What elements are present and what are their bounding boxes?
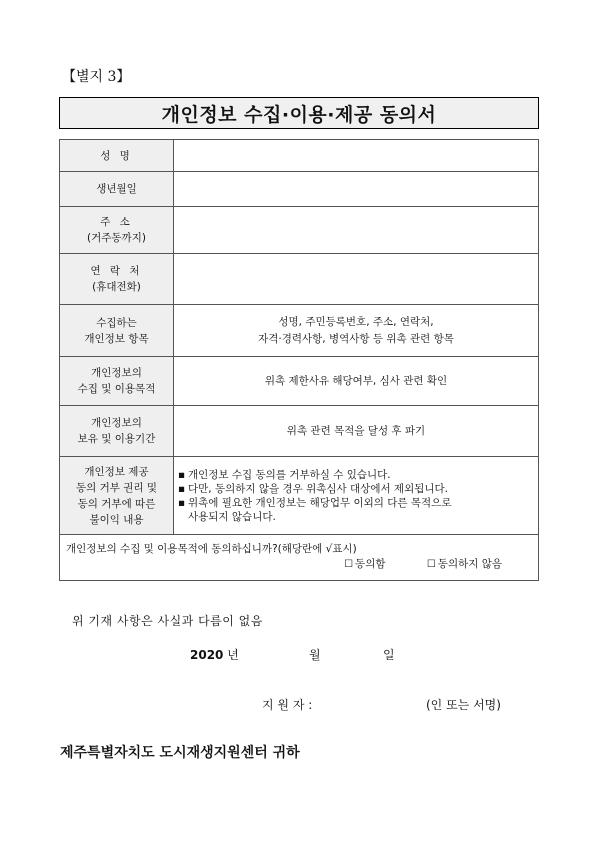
retention-label-line2: 보유 및 이용기간 [77,433,156,445]
row-address [60,207,539,254]
document-title [59,97,539,129]
disagree-label: 동의하지 않음 [437,557,502,570]
items-value-line1: 성명, 주민등록번호, 주소, 연락처, [278,315,434,328]
address-field[interactable] [174,207,539,254]
retention-value: 위촉 관련 목적을 달성 후 파기 [174,406,539,457]
contact-field[interactable] [174,254,539,305]
address-label-text: 주 소 [100,216,133,228]
items-label-line2: 개인정보 항목 [84,332,149,345]
row-name [60,140,539,172]
refusal-bullet-3 [178,496,538,524]
contact-sublabel: (휴대전화) [92,281,141,293]
contact-label-text: 연 락 처 [90,265,143,277]
row-purpose [60,357,539,406]
date-year-value: 2020 [190,648,224,662]
agree-label: 동의함 [355,557,386,570]
name-label-text: 성 명 [100,149,133,162]
document-title-text: 개인정보 수집·이용·제공 동의서 [161,103,437,126]
row-birth [60,172,539,207]
date-day-unit: 일 [383,648,395,662]
bullet-text [188,496,451,524]
purpose-value: 위촉 제한사유 해당여부, 심사 관련 확인 [174,357,539,406]
consent-cell [60,535,539,581]
refusal-label-line1: 개인정보 제공 [84,465,149,478]
consent-form-table [59,139,539,581]
refusal-label-line4: 불이익 내용 [89,513,144,526]
items-label [60,305,174,357]
row-refusal [60,457,539,535]
refusal-bullet-1 [178,468,538,482]
refusal-label [60,457,174,535]
disagree-option[interactable] [427,558,502,570]
consent-options [66,557,532,572]
retention-label-line1: 개인정보의 [91,417,142,429]
row-items [60,305,539,357]
name-label [60,140,174,172]
bullet-mark: ▪ [178,496,186,509]
contact-label [60,254,174,305]
attachment-label: 【별지 3】 [62,69,131,85]
bullet-text: 개인정보 수집 동의를 거부하실 수 있습니다. [188,468,391,481]
refusal-label-line3: 동의 거부에 따른 [77,497,156,510]
agree-option[interactable] [344,558,389,570]
consent-question: 개인정보의 수집 및 이용목적에 동의하십니까?(해당란에 √표시) [66,542,357,555]
bullet-mark: ▪ [178,482,186,495]
row-retention [60,406,539,457]
row-contact [60,254,539,305]
row-consent [60,535,539,581]
purpose-label [60,357,174,406]
signature-note: (인 또는 서명) [426,698,501,712]
date-year [190,646,239,663]
address-sublabel: (거주동까지) [87,232,146,244]
items-value-line2: 자격·경력사항, 병역사항 등 위촉 관련 항목 [258,332,454,345]
applicant-label: 지 원 자 : [262,698,313,712]
disagree-checkbox[interactable]: ☐ [426,558,436,570]
address-label [60,207,174,254]
bullet-text-line2: 사용되지 않습니다. [188,510,276,523]
date-month-unit: 월 [309,648,321,662]
birth-label: 생년월일 [60,172,174,207]
purpose-label-line2: 수집 및 이용목적 [77,383,156,395]
date-year-unit: 년 [227,648,239,662]
refusal-label-line2: 동의 거부 권리 및 [75,481,157,494]
refusal-bullets [174,457,539,535]
items-label-line1: 수집하는 [96,316,137,329]
refusal-bullet-2 [178,482,538,496]
bullet-mark: ▪ [178,468,186,481]
bullet-text-line1: 위촉에 필요한 개인정보는 해당업무 이외의 다른 목적으로 [188,496,452,509]
purpose-label-line1: 개인정보의 [91,367,142,379]
agree-checkbox[interactable]: ☐ [344,558,354,570]
items-value [174,305,539,357]
confirmation-text: 위 기재 사항은 사실과 다름이 없음 [72,614,263,628]
name-field[interactable] [174,140,539,172]
retention-label [60,406,174,457]
bullet-text: 다만, 동의하지 않을 경우 위촉심사 대상에서 제외됩니다. [188,482,448,495]
recipient-line: 제주특별자치도 도시재생지원센터 귀하 [60,745,300,761]
birth-field[interactable] [174,172,539,207]
